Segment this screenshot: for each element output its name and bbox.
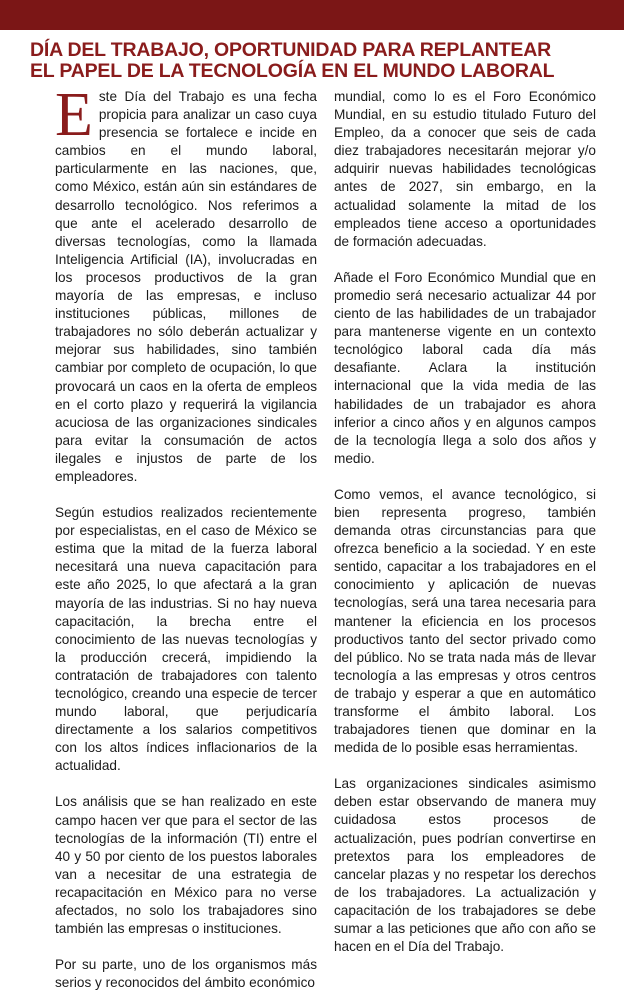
left-column: [55, 81, 317, 992]
paragraph: Los análisis que se han realizado en este campo hacen ver que para el sector de las tecnologías de la información (TI) entre el 40 y 50 por ciento de los puestos laborales van a necesitar de una estrategia de recapacitación en México para no verse afectados, no solo los trabajadores sino también las empresas o instituciones.: [55, 794, 317, 937]
top-bar: [0, 0, 624, 30]
paragraph: Añade el Foro Económico Mundial que en promedio será necesario actualizar 44 por ciento de las habilidades de un trabajador para mantenerse vigente en un contexto tecnológico laboral cada día más desafiante. Aclara la institución internacional que la vida media de las habilidades de un trabajador es ahora inferior a cinco años y en algunos campos de la tecnología llega a solo dos años y medio.: [334, 269, 596, 466]
article-title: [30, 40, 600, 82]
right-column: [334, 88, 596, 956]
paragraph: Según estudios realizados recientemente por especialistas, en el caso de México se estima que la mitad de la fuerza laboral necesitará una nueva capacitación para este año 2025, lo que afectará a la gran mayoría de las industrias. Si no hay nueva capacitación, la brecha entre el conocimiento de las nuevas tecnologías y la producción crecerá, impidiendo la contratación de trabajadores con talento tecnológico, creando una especie de tercer mundo laboral, que perjudicaría directamente a los salarios competitivos con los altos índices inflacionarios de la actualidad.: [55, 505, 317, 774]
paragraph: Por su parte, uno de los organismos más serios y reconocidos del ámbito económico: [55, 957, 317, 991]
paragraph: Como vemos, el avance tecnológico, si bien representa progreso, también demanda otras circunstancias para que ofrezca beneficio a la sociedad. Y en este sentido, capacitar a los trabajadores en el conocimiento y aplicación de nuevas tecnologías, será una tarea necesaria para mantener la eficiencia en los procesos productivos tanto del sector privado como del público. No se trata nada más de llevar tecnología a las empresas y otros centros de trabajo y esperar a que en automático transforme el ámbito laboral. Los trabajadores tienen que dominar en la medida de lo posible esas herramientas.: [334, 486, 596, 756]
title-line-2: EL PAPEL DE LA TECNOLOGÍA EN EL MUNDO LABORAL: [30, 60, 555, 82]
drop-cap: E: [55, 81, 93, 149]
title-line-1: DÍA DEL TRABAJO, OPORTUNIDAD PARA REPLANTEAR: [30, 39, 551, 61]
paragraph: mundial, como lo es el Foro Económico Mundial, en su estudio titulado Futuro del Empleo, da a conocer que seis de cada diez trabajadores necesitarán mejorar y/o adquirir nuevas habilidades tecnológicas antes de 2027, sin embargo, en la actualidad solamente la mitad de los empleados tiene acceso a oportunidades de formación adecuadas.: [334, 89, 596, 249]
paragraph: Las organizaciones sindicales asimismo deben estar observando de manera muy cuidadosa estos procesos de actualización, pues podrían convertirse en pretextos para los empleadores de cancelar plazas y no respetar los derechos de los trabajadores. La actualización y capacitación de los trabajadores se debe sumar a las peticiones que año con año se hacen en el Día del Trabajo.: [334, 776, 596, 955]
paragraph: Este Día del Trabajo es una fecha propicia para analizar un caso cuya presencia se fortalece e incide en cambios en el mundo laboral, particularmente en las naciones, que, como México, están aún sin estándares de desarrollo tecnológico. Nos referimos a que ante el acelerado desarrollo de diversas tecnologías, como la llamada Inteligencia Artificial (IA), involucradas en los procesos productivos de la gran mayoría de las empresas, e incluso instituciones públicas, millones de trabajadores no sólo deberán actualizar y mejorar sus habilidades, sino también cambiar por completo de ocupación, lo que provocará un caos en la oferta de empleos en el corto plazo y requerirá la vigilancia acuciosa de las organizaciones sindicales para evitar la consumación de actos ilegales e injustos de parte de los empleadores.: [55, 81, 317, 484]
